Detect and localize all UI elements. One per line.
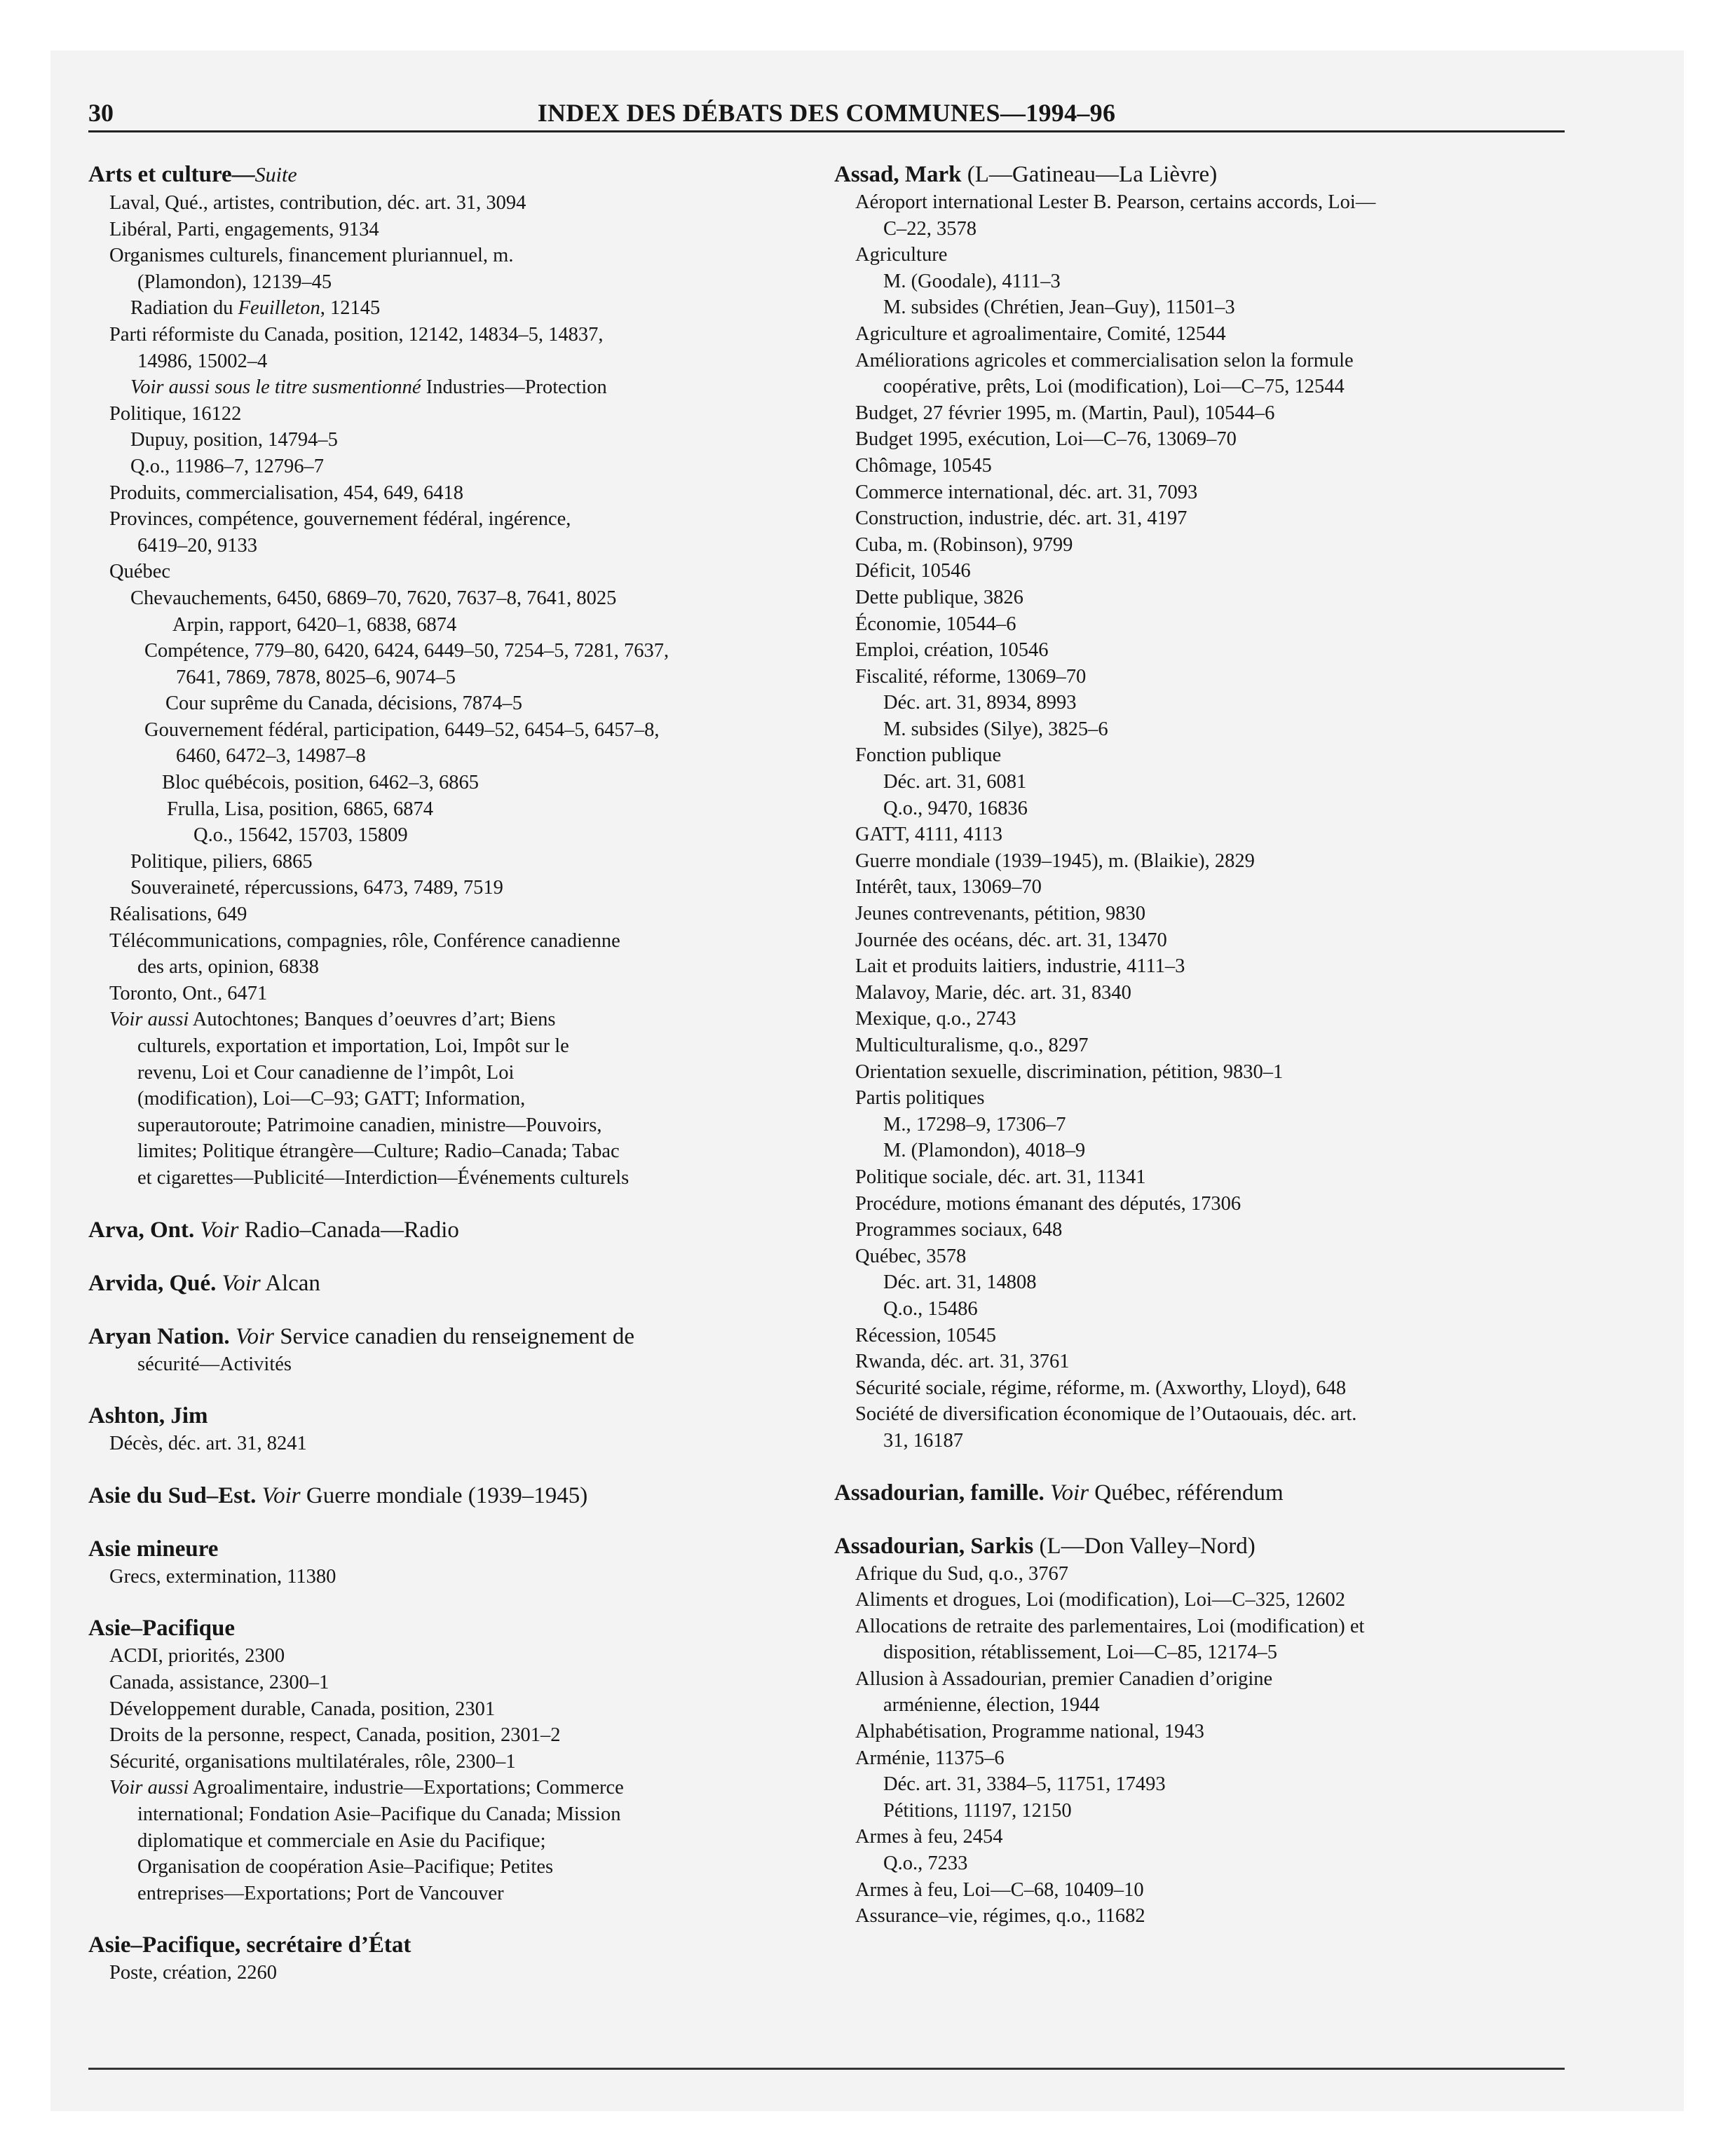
index-line: Budget, 27 février 1995, m. (Martin, Paul), 10544–6	[855, 402, 1275, 424]
cross-reference: Québec, référendum	[1094, 1480, 1284, 1506]
index-line: Québec, 3578	[855, 1245, 967, 1267]
index-line: limites; Politique étrangère—Culture; Radio–Canada; Tabac	[137, 1140, 620, 1163]
index-line: Libéral, Parti, engagements, 9134	[109, 218, 379, 240]
index-entry	[88, 1613, 796, 1906]
index-line: Rwanda, déc. art. 31, 3761	[855, 1351, 1070, 1373]
index-column-left	[88, 160, 796, 1986]
page-header	[88, 98, 1565, 130]
italic-text: Voir aussi sous le titre susmentionné	[130, 376, 421, 399]
index-line: sécurité—Activités	[137, 1353, 292, 1375]
index-line: Agriculture	[855, 244, 948, 266]
index-line: Emploi, création, 10546	[855, 639, 1049, 662]
index-line: Poste, création, 2260	[109, 1962, 278, 1984]
index-line: Décès, déc. art. 31, 8241	[109, 1433, 307, 1455]
index-entry	[88, 1322, 796, 1378]
index-line: arménienne, élection, 1944	[883, 1694, 1100, 1717]
index-line: Commerce international, déc. art. 31, 7093	[855, 481, 1198, 503]
entry-heading	[88, 1613, 796, 1643]
entry-heading	[834, 160, 1570, 189]
cross-reference: Alcan	[265, 1270, 320, 1296]
index-line: Politique, 16122	[109, 402, 242, 425]
cross-reference: Radio–Canada—Radio	[244, 1217, 459, 1243]
index-line	[88, 295, 796, 322]
index-line: Économie, 10544–6	[855, 613, 1016, 635]
index-line: Q.o., 11986–7, 12796–7	[130, 455, 325, 477]
line-text: , 12145	[320, 297, 381, 320]
index-line	[88, 374, 796, 401]
entry-heading	[88, 160, 796, 190]
cross-reference: Service canadien du renseignement de	[280, 1323, 634, 1349]
index-line: diplomatique et commerciale en Asie du Pacifique;	[137, 1829, 546, 1852]
entry-lines	[834, 1561, 1570, 1930]
index-line: disposition, rétablissement, Loi—C–85, 12174–5	[883, 1642, 1278, 1664]
party-riding: (L—Don Valley–Nord)	[1039, 1533, 1256, 1559]
index-line: Malavoy, Marie, déc. art. 31, 8340	[855, 981, 1131, 1004]
index-line: Réalisations, 649	[109, 903, 247, 926]
suite-tag: Suite	[254, 163, 297, 186]
entry-lines	[88, 1643, 796, 1906]
index-line: Déc. art. 31, 6081	[883, 771, 1027, 793]
index-line: Provinces, compétence, gouvernement fédéral, ingérence,	[109, 508, 571, 531]
index-line: coopérative, prêts, Loi (modification), Loi—C–75, 12544	[883, 376, 1345, 398]
index-line: M. subsides (Chrétien, Jean–Guy), 11501–3	[883, 296, 1235, 319]
index-line: M. (Goodale), 4111–3	[883, 270, 1061, 292]
line-text: Autochtones; Banques d’oeuvres d’art; Biens	[189, 1009, 556, 1031]
index-line: Sécurité, organisations multilatérales, rôle, 2300–1	[109, 1750, 516, 1773]
voir-label: Voir	[261, 1482, 301, 1508]
index-line: Mexique, q.o., 2743	[855, 1008, 1016, 1030]
index-line: Journée des océans, déc. art. 31, 13470	[855, 929, 1167, 951]
entry-lines	[88, 1351, 796, 1378]
entry-lines	[88, 1564, 796, 1590]
index-line: Laval, Qué., artistes, contribution, déc. art. 31, 3094	[109, 192, 526, 214]
index-line: 31, 16187	[883, 1429, 963, 1452]
italic-text: Feuilleton	[238, 297, 320, 320]
index-entry	[834, 1478, 1570, 1508]
index-line: Aéroport international Lester B. Pearson, certains accords, Loi—	[855, 191, 1376, 213]
index-line: entreprises—Exportations; Port de Vancouver	[137, 1882, 504, 1904]
index-line: (modification), Loi—C–93; GATT; Information,	[137, 1088, 526, 1110]
index-line: Guerre mondiale (1939–1945), m. (Blaikie), 2829	[855, 850, 1255, 872]
entry-heading	[88, 1930, 796, 1960]
heading-word: Arva, Ont.	[88, 1217, 195, 1243]
index-line: C–22, 3578	[883, 217, 977, 240]
index-line: Aliments et drogues, Loi (modification), Loi—C–325, 12602	[855, 1589, 1345, 1611]
index-line: Fiscalité, réforme, 13069–70	[855, 665, 1087, 688]
entry-lines	[88, 190, 796, 1192]
index-line: Allusion à Assadourian, premier Canadien d’origine	[855, 1667, 1273, 1690]
index-entry	[88, 1269, 796, 1298]
header-rule	[88, 130, 1565, 132]
index-line: Organisation de coopération Asie–Pacifique; Petites	[137, 1856, 554, 1878]
entry-heading	[834, 1478, 1570, 1508]
cross-reference: Guerre mondiale (1939–1945)	[306, 1482, 588, 1508]
index-entry	[88, 1215, 796, 1245]
index-line: Q.o., 15642, 15703, 15809	[193, 824, 408, 847]
index-line: Parti réformiste du Canada, position, 12142, 14834–5, 14837,	[109, 323, 604, 346]
entry-lines	[834, 189, 1570, 1454]
index-line: Multiculturalisme, q.o., 8297	[855, 1035, 1089, 1056]
index-line: superautoroute; Patrimoine canadien, ministre—Pouvoirs,	[137, 1114, 602, 1136]
index-line: Alphabétisation, Programme national, 1943	[855, 1721, 1204, 1743]
index-line: Procédure, motions émanant des députés, 17306	[855, 1192, 1241, 1215]
index-column-right	[834, 160, 1570, 1930]
index-line: Déc. art. 31, 8934, 8993	[883, 692, 1077, 714]
heading-word: Asie du Sud–Est.	[88, 1482, 257, 1508]
index-line: Budget 1995, exécution, Loi—C–76, 13069–70	[855, 428, 1237, 451]
voir-label: Voir	[200, 1217, 239, 1243]
index-line: (Plamondon), 12139–45	[137, 271, 332, 293]
index-line: Afrique du Sud, q.o., 3767	[855, 1562, 1068, 1585]
entry-heading	[88, 1322, 796, 1351]
index-line: M. subsides (Silye), 3825–6	[883, 718, 1108, 740]
index-line: Toronto, Ont., 6471	[109, 982, 268, 1004]
index-line: Pétitions, 11197, 12150	[883, 1799, 1072, 1822]
footer-rule	[88, 2068, 1565, 2070]
index-line: GATT, 4111, 4113	[855, 824, 1003, 846]
index-line: Sécurité sociale, régime, réforme, m. (Axworthy, Lloyd), 648	[855, 1377, 1347, 1399]
entry-heading	[834, 1531, 1570, 1561]
index-line: 6419–20, 9133	[137, 534, 257, 557]
entry-lines	[88, 1960, 796, 1986]
index-line: Chevauchements, 6450, 6869–70, 7620, 7637–8, 7641, 8025	[130, 587, 617, 609]
italic-text: Voir aussi	[109, 1009, 189, 1031]
heading-word: Asie–Pacifique	[88, 1616, 235, 1642]
index-line: Bloc québécois, position, 6462–3, 6865	[162, 772, 479, 794]
index-line: Compétence, 779–80, 6420, 6424, 6449–50, 7254–5, 7281, 7637,	[144, 640, 669, 662]
index-line: 6460, 6472–3, 14987–8	[176, 745, 366, 767]
index-line: M., 17298–9, 17306–7	[883, 1113, 1066, 1135]
index-line: revenu, Loi et Cour canadienne de l’impôt, Loi	[137, 1061, 515, 1084]
index-line	[88, 1775, 796, 1801]
index-line: Jeunes contrevenants, pétition, 9830	[855, 903, 1145, 925]
heading-word: Arts et culture—	[88, 162, 255, 187]
index-line: Récession, 10545	[855, 1324, 997, 1346]
index-line: Assurance–vie, régimes, q.o., 11682	[855, 1905, 1145, 1928]
index-line: 7641, 7869, 7878, 8025–6, 9074–5	[176, 666, 456, 688]
index-line: Société de diversification économique de l’Outaouais, déc. art.	[855, 1403, 1357, 1426]
running-title: INDEX DES DÉBATS DES COMMUNES—1994–96	[537, 99, 1116, 127]
index-line: Droits de la personne, respect, Canada, position, 2301–2	[109, 1724, 561, 1747]
index-line: Politique sociale, déc. art. 31, 11341	[855, 1166, 1146, 1188]
heading-word: Asie mineure	[88, 1536, 219, 1562]
voir-label: Voir	[1050, 1480, 1089, 1506]
heading-word: Asie–Pacifique, secrétaire d’État	[88, 1932, 411, 1958]
index-line: Armes à feu, 2454	[855, 1826, 1003, 1848]
index-entry	[88, 1930, 796, 1986]
index-line	[88, 1007, 796, 1033]
heading-word: Arvida, Qué.	[88, 1270, 217, 1296]
index-line: Partis politiques	[855, 1087, 985, 1110]
index-line: Déc. art. 31, 3384–5, 11751, 17493	[883, 1773, 1166, 1796]
voir-label: Voir	[235, 1323, 274, 1349]
index-line: 14986, 15002–4	[137, 350, 268, 372]
index-line: Politique, piliers, 6865	[130, 850, 313, 873]
index-line: Allocations de retraite des parlementaires, Loi (modification) et	[855, 1615, 1365, 1637]
entry-lines	[88, 1431, 796, 1457]
line-text: Radiation du	[130, 297, 238, 320]
index-line: Fonction publique	[855, 744, 1002, 767]
index-line: Arpin, rapport, 6420–1, 6838, 6874	[172, 613, 457, 636]
index-line: Développement durable, Canada, position, 2301	[109, 1698, 496, 1720]
index-entry	[88, 1481, 796, 1510]
index-entry	[834, 160, 1570, 1454]
entry-heading	[88, 1269, 796, 1298]
index-line: Q.o., 15486	[883, 1297, 978, 1320]
page-number: 30	[88, 99, 114, 127]
entry-heading	[88, 1481, 796, 1510]
index-line: Améliorations agricoles et commercialisation selon la formule	[855, 349, 1354, 371]
index-line: Produits, commercialisation, 454, 649, 6418	[109, 482, 464, 504]
heading-word: Assad, Mark	[834, 162, 962, 187]
index-line: Orientation sexuelle, discrimination, pétition, 9830–1	[855, 1060, 1284, 1083]
heading-word: Ashton, Jim	[88, 1403, 208, 1429]
line-text: Agroalimentaire, industrie—Exportations; Commerce	[189, 1777, 624, 1799]
index-line: et cigarettes—Publicité—Interdiction—Événements culturels	[137, 1166, 630, 1189]
index-entry	[88, 1534, 796, 1590]
line-text: Industries—Protection	[421, 376, 607, 399]
index-line: Dupuy, position, 14794–5	[130, 429, 338, 451]
index-line: Gouvernement fédéral, participation, 6449–52, 6454–5, 6457–8,	[144, 718, 660, 741]
index-line: Organismes culturels, financement pluriannuel, m.	[109, 245, 514, 267]
index-entry	[88, 160, 796, 1192]
index-line: Frulla, Lisa, position, 6865, 6874	[167, 798, 433, 820]
index-line: Intérêt, taux, 13069–70	[855, 876, 1042, 899]
index-line: culturels, exportation et importation, Loi, Impôt sur le	[137, 1035, 569, 1057]
index-line: Construction, industrie, déc. art. 31, 4197	[855, 507, 1188, 530]
index-line: Lait et produits laitiers, industrie, 4111–3	[855, 955, 1185, 978]
index-line: Télécommunications, compagnies, rôle, Conférence canadienne	[109, 929, 620, 952]
index-line: ACDI, priorités, 2300	[109, 1645, 285, 1667]
index-line: Programmes sociaux, 648	[855, 1219, 1063, 1241]
index-line: Québec	[109, 561, 171, 583]
entry-heading	[88, 1215, 796, 1245]
index-line: Cour suprême du Canada, décisions, 7874–5	[165, 692, 522, 715]
index-line: Arménie, 11375–6	[855, 1747, 1005, 1769]
index-line: Chômage, 10545	[855, 454, 992, 477]
index-line: Dette publique, 3826	[855, 586, 1023, 608]
entry-heading	[88, 1401, 796, 1431]
index-line: Grecs, extermination, 11380	[109, 1565, 336, 1588]
heading-word: Aryan Nation.	[88, 1323, 230, 1349]
index-entry	[88, 1401, 796, 1457]
voir-label: Voir	[222, 1270, 261, 1296]
index-line: Cuba, m. (Robinson), 9799	[855, 533, 1073, 556]
index-line: international; Fondation Asie–Pacifique du Canada; Mission	[137, 1803, 621, 1825]
index-line: Q.o., 9470, 16836	[883, 797, 1028, 819]
index-line: Déc. art. 31, 14808	[883, 1271, 1037, 1294]
index-line: Déficit, 10546	[855, 560, 971, 582]
entry-heading	[88, 1534, 796, 1564]
index-line: Q.o., 7233	[883, 1853, 968, 1875]
italic-text: Voir aussi	[109, 1777, 189, 1799]
index-line: Canada, assistance, 2300–1	[109, 1671, 329, 1693]
party-riding: (L—Gatineau—La Lièvre)	[967, 162, 1218, 187]
index-entry	[834, 1531, 1570, 1930]
heading-word: Assadourian, Sarkis	[834, 1533, 1034, 1559]
index-line: Souveraineté, répercussions, 6473, 7489, 7519	[130, 877, 503, 899]
index-line: Armes à feu, Loi—C–68, 10409–10	[855, 1878, 1144, 1901]
heading-word: Assadourian, famille.	[834, 1480, 1045, 1506]
index-line: Agriculture et agroalimentaire, Comité, 12544	[855, 322, 1226, 345]
index-line: M. (Plamondon), 4018–9	[883, 1140, 1086, 1162]
index-line: des arts, opinion, 6838	[137, 956, 319, 978]
